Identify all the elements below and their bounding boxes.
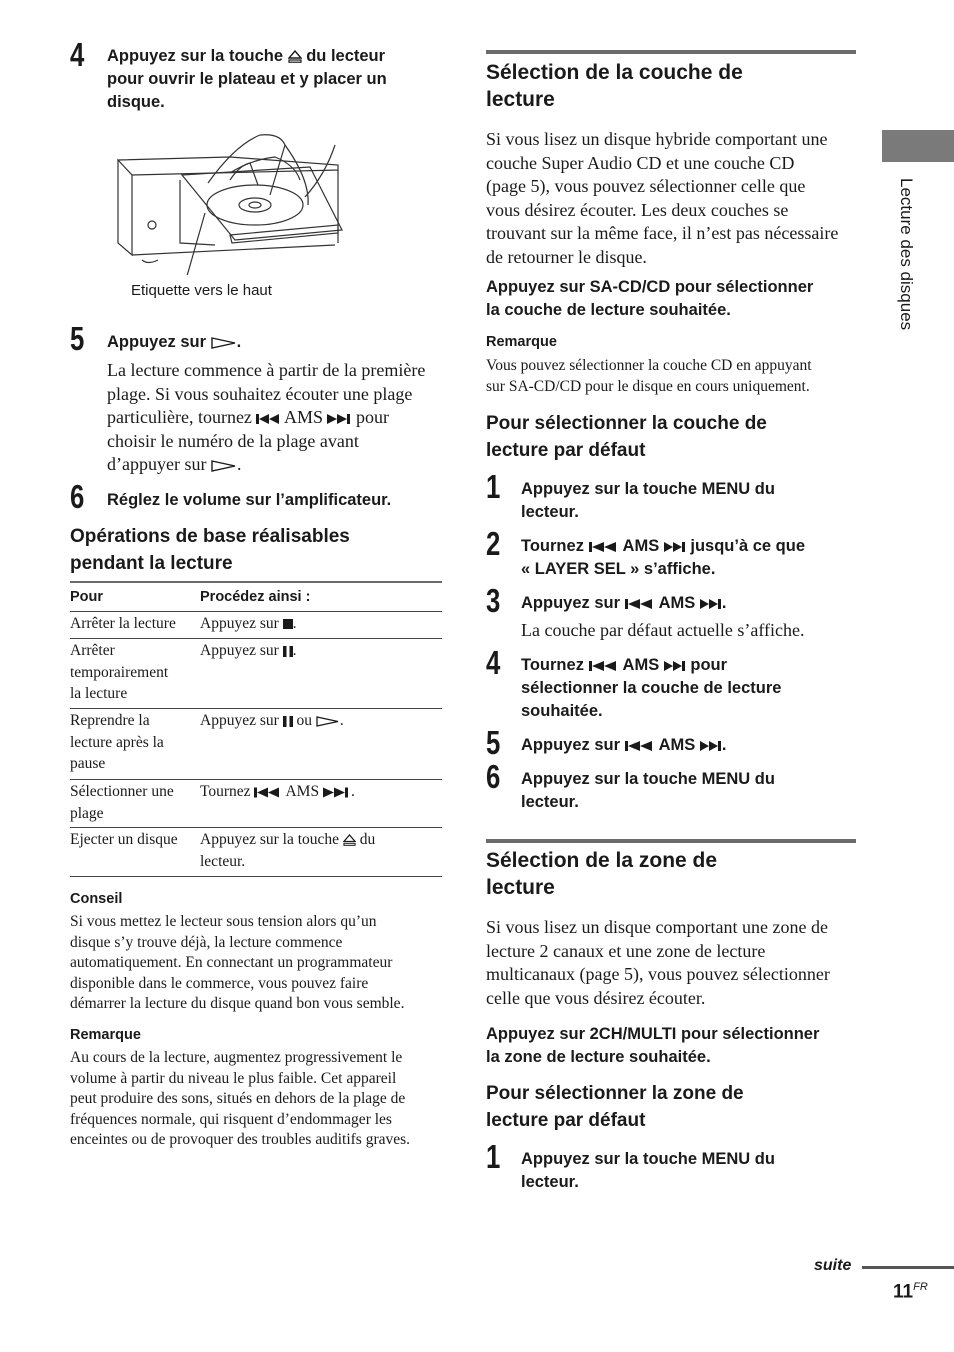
step-number: 5 [70,320,85,357]
section-body: Si vous lisez un disque comportant une zone de lecture 2 canaux et une zone de lecture multicanaux (page 5), vous pouvez sélectionner celle que vous désirez écouter. [486,917,830,1008]
eject-icon [288,50,302,64]
subheading-default-layer: Pour sélectionner la couche de lecture par défaut [486,413,767,461]
eject-icon [343,834,356,847]
table-cell: Appuyez sur ou . [200,712,344,729]
table-header-pour: Pour [70,589,104,605]
section-heading-layer: Sélection de la couche de lecture [486,61,743,111]
step-text: Appuyez sur la touche MENU du lecteur. [521,770,775,811]
step-number: 4 [70,36,85,73]
step-number: 3 [486,582,501,619]
step-text: Appuyez sur la touche MENU du lecteur. [521,1150,775,1191]
previous-track-icon [625,740,655,752]
operations-heading: Opérations de base réalisables pendant la lecture [70,526,350,574]
continued-rule [862,1266,954,1269]
note-text: Vous pouvez sélectionner la couche CD en appuyant sur SA-CD/CD pour le disque en cours uniquement. [486,357,812,395]
play-icon [211,337,237,349]
cd-player-illustration [110,125,360,275]
next-track-icon [323,787,351,798]
page-number: $11^{FR}$ [893,1281,928,1303]
table-rule [70,638,442,639]
table-cell: Tournez AMS . [200,783,355,800]
previous-track-icon [256,413,280,425]
table-cell: Sélectionner une plage [70,783,174,822]
note-text: Au cours de la lecture, augmentez progressivement le volume à partir du niveau le plus faible. Cet appareil peut produire des sons, situés en dehors de la plage de fréquences normale, qui risquent d’endommager les enceintes ou de provoquer des troubles auditifs graves. [70,1049,411,1148]
step-number: 1 [486,1138,501,1175]
table-cell: Appuyez sur la touche du lecteur. [200,831,376,870]
tip-title: Conseil [70,891,123,907]
table-cell: Arrêter la lecture [70,615,176,632]
step-number: 6 [486,758,501,795]
note-title: Remarque [486,334,557,350]
tip-text: Si vous mettez le lecteur sous tension alors qu’un disque s’y trouve déjà, la lecture commence automatiquement. En connectant un programmateur disponible dans le commerce, vous pouvez faire démarrer la lecture du disque quand bon vous semble. [70,913,405,1012]
note-title: Remarque [70,1027,141,1043]
next-track-icon [700,598,722,610]
section-body: Si vous lisez un disque hybride comportant une couche Super Audio CD et une couche CD (page 5), vous pouvez sélectionner celle que vous désirez écouter. Les deux couches se trouvant sur la même face, il n’est pas nécessaire de retourner le disque. [486,129,839,267]
section-rule [486,839,856,843]
play-icon [316,716,340,727]
step-text: Appuyez sur AMS . [521,736,727,754]
step-number: 2 [486,525,501,562]
step-text: Appuyez sur AMS . [521,594,727,612]
next-track-icon [664,660,686,672]
next-track-icon [664,541,686,553]
table-cell: Arrêter temporairement la lecture [70,642,169,702]
next-track-icon [327,413,351,425]
previous-track-icon [589,541,619,553]
table-rule [70,611,442,612]
step-5-body: La lecture commence à partir de la première plage. Si vous souhaitez écouter une plage particulière, tournez AMS pour choisir le numéro de la plage avant d’appuyer sur . [107,360,426,474]
step-6-text: Réglez le volume sur l’amplificateur. [107,491,392,509]
pause-icon [283,716,293,727]
step-5-text: Appuyez sur . [107,333,242,351]
chapter-tab [882,130,954,162]
section-heading-zone: Sélection de la zone de lecture [486,849,718,899]
table-header-action: Procédez ainsi : [200,589,311,605]
table-cell: Appuyez sur . [200,615,297,632]
table-cell: Ejecter un disque [70,831,178,848]
chapter-label: Lecture des disques [897,178,916,331]
step-number: 4 [486,644,501,681]
continued-label: suite [814,1257,852,1274]
figure-caption: Etiquette vers le haut [131,282,272,299]
play-icon [211,460,237,472]
step-number: 5 [486,724,501,761]
heading-underline [70,581,442,583]
step-text: Appuyez sur la touche MENU du lecteur. [521,480,775,521]
previous-track-icon [625,598,655,610]
step-number: 6 [70,478,85,515]
pause-icon [283,646,293,657]
table-cell: Appuyez sur . [200,642,297,659]
table-rule [70,876,442,877]
stop-icon [283,619,293,629]
step-body: La couche par défaut actuelle s’affiche. [521,620,805,640]
step-text: Tournez AMS pour sélectionner la couche de lecture souhaitée. [521,656,782,720]
table-rule [70,708,442,709]
table-rule [70,779,442,780]
previous-track-icon [254,787,282,798]
table-rule [70,827,442,828]
step-4-text: Appuyez sur la touche du lecteur pour ouvrir le plateau et y placer un disque. [107,47,387,111]
previous-track-icon [589,660,619,672]
instruction: Appuyez sur SA-CD/CD pour sélectionner la couche de lecture souhaitée. [486,278,814,319]
instruction: Appuyez sur 2CH/MULTI pour sélectionner la zone de lecture souhaitée. [486,1025,820,1066]
step-text: Tournez AMS jusqu’à ce que « LAYER SEL » s’affiche. [521,537,806,578]
section-rule [486,50,856,54]
step-number: 1 [486,468,501,505]
next-track-icon [700,740,722,752]
table-cell: Reprendre la lecture après la pause [70,712,164,772]
subheading-default-zone: Pour sélectionner la zone de lecture par défaut [486,1083,744,1131]
